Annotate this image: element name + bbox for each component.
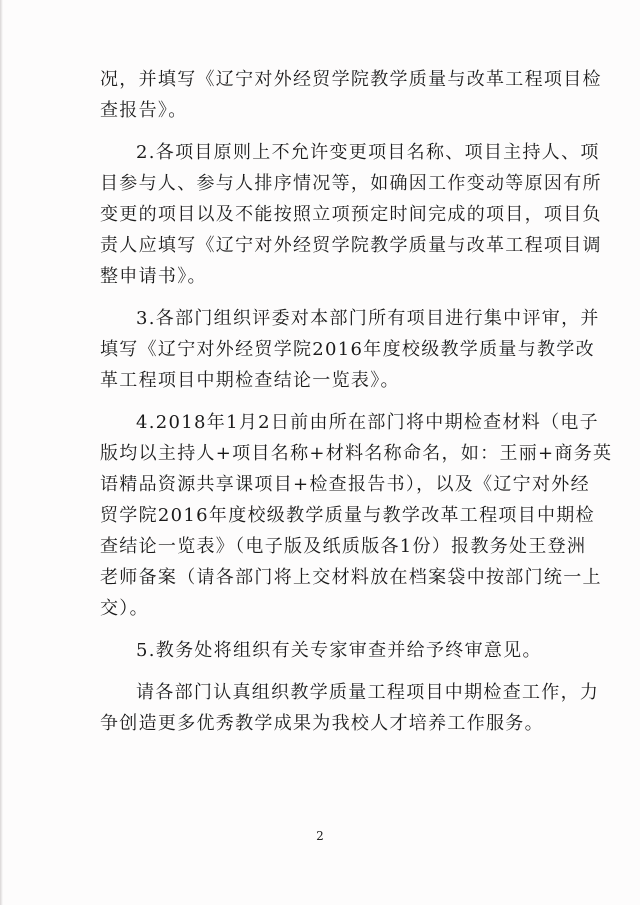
paragraph-3-line: 3.各部门组织评委对本部门所有项目进行集中评审，并: [136, 308, 600, 329]
body-line: 查结论一览表》（电子版及纸质版各1份）报教务处王登洲: [100, 536, 587, 557]
body-line: 革工程项目中期检查结论一览表》。: [100, 370, 400, 391]
scan-edge: [0, 0, 3, 905]
body-line: 查报告》。: [100, 100, 188, 121]
closing-paragraph-line: 请各部门认真组织教学质量工程项目中期检查工作，力: [136, 682, 600, 703]
body-line: 交）。: [100, 598, 149, 619]
body-line: 版均以主持人+项目名称+材料名称命名，如：王丽+商务英: [100, 443, 613, 464]
body-line: 责人应填写《辽宁对外经贸学院教学质量与改革工程项目调: [100, 235, 602, 256]
body-line: 老师备案（请各部门将上交材料放在档案袋中按部门统一上: [100, 567, 602, 588]
body-line: 变更的项目以及不能按照立项预定时间完成的项目，项目负: [100, 204, 602, 225]
body-line: 争创造更多优秀教学成果为我校人才培养工作服务。: [100, 713, 544, 734]
body-line: 贸学院2016年度校级教学质量与教学改革工程项目中期检: [100, 505, 595, 526]
paragraph-5-line: 5.教务处将组织有关专家审查并给予终审意见。: [136, 640, 542, 661]
body-line: 填写《辽宁对外经贸学院2016年度校级教学质量与教学改: [100, 339, 595, 360]
page-number: 2: [316, 829, 324, 843]
body-line: 况，并填写《辽宁对外经贸学院教学质量与改革工程项目检: [100, 69, 602, 90]
body-line: 目参与人、参与人排序情况等，如确因工作变动等原因有所: [100, 173, 602, 194]
paragraph-4-line: 4.2018年1月2日前由所在部门将中期检查材料（电子: [136, 412, 599, 433]
document-body: [100, 64, 613, 739]
body-line: 整申请书》。: [100, 266, 207, 287]
paragraph-2-line: 2.各项目原则上不允许变更项目名称、项目主持人、项: [136, 142, 600, 163]
body-line: 语精品资源共享课项目+检查报告书），以及《辽宁对外经: [100, 474, 590, 495]
